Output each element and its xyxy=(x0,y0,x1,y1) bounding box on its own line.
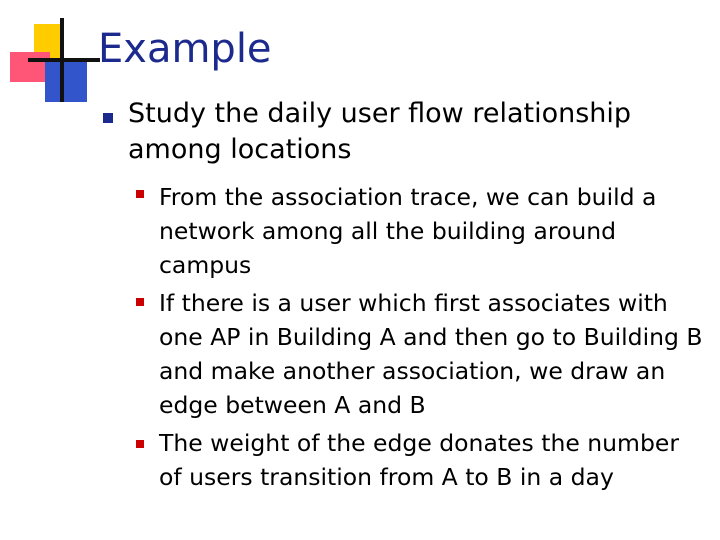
bullet-square-icon xyxy=(136,298,144,306)
bullet-square-icon xyxy=(136,440,144,448)
bullet-level1-text: Study the daily user flow relationship among locations xyxy=(128,98,632,165)
bullet-level2-text: From the association trace, we can build a network among all the building around campus xyxy=(159,183,657,279)
slide-title: Example xyxy=(98,26,272,72)
bullet-level2-text: If there is a user which first associates with one AP in Building A and then go to Building B and make another association, we draw an edge between A and B xyxy=(159,289,703,419)
bullet-level2-text: The weight of the edge donates the number of users transition from A to B in a day xyxy=(159,429,679,491)
bullet-square-icon xyxy=(103,113,113,123)
bullet-square-icon xyxy=(136,190,144,198)
